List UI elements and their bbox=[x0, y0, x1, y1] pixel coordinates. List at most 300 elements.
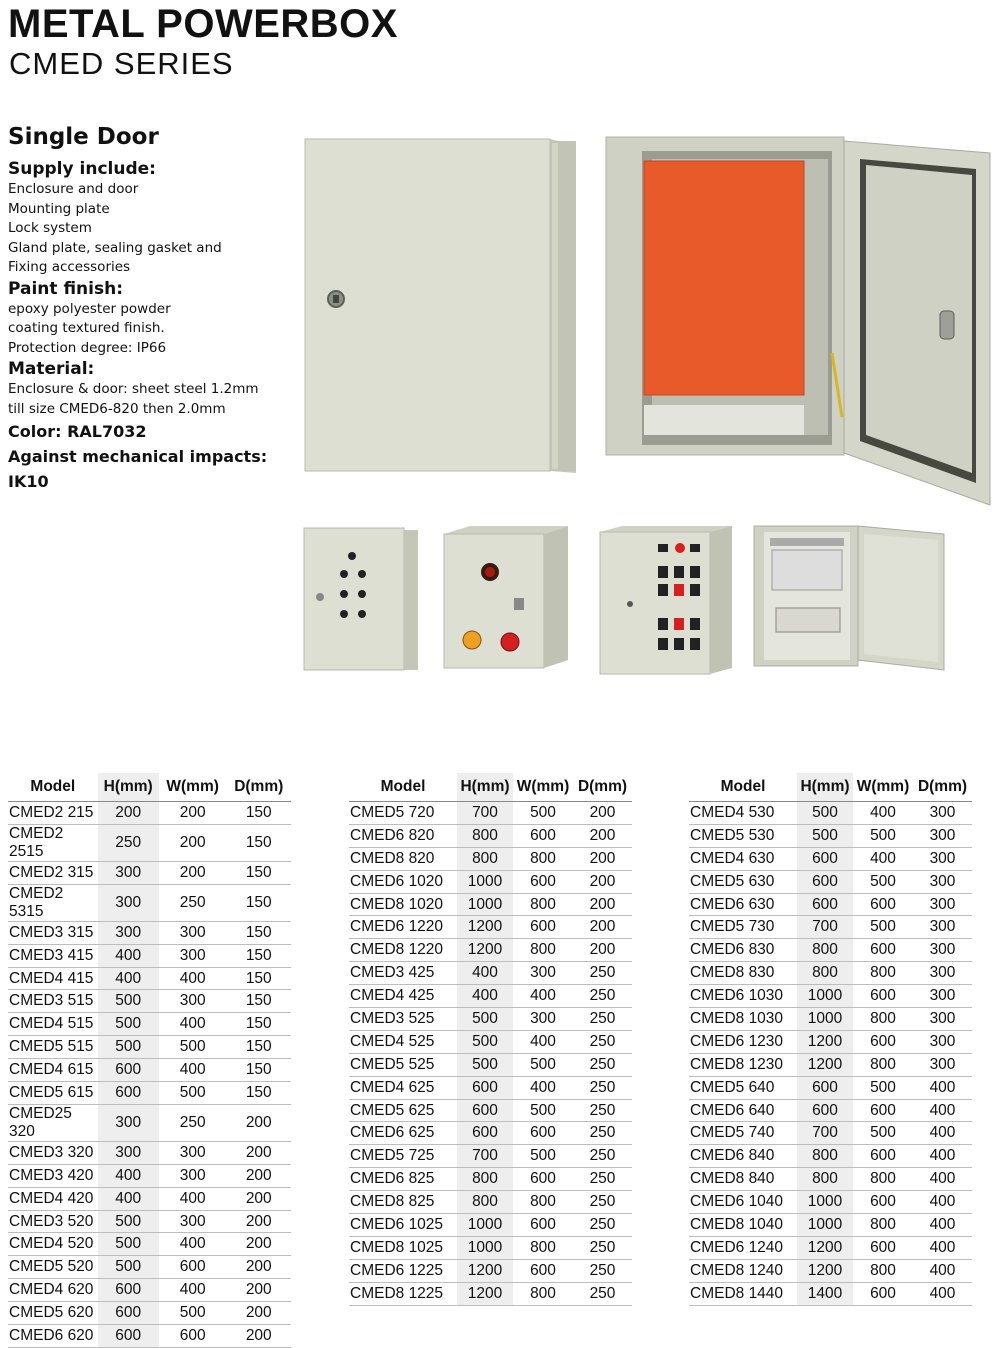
depth-cell: 300 bbox=[913, 824, 972, 847]
model-cell: CMED5 520 bbox=[8, 1256, 98, 1279]
model-cell: CMED4 420 bbox=[8, 1187, 98, 1210]
model-cell: CMED8 1225 bbox=[349, 1282, 457, 1305]
model-cell: CMED5 625 bbox=[349, 1099, 457, 1122]
model-cell: CMED5 725 bbox=[349, 1145, 457, 1168]
table-row bbox=[689, 824, 972, 847]
table-row bbox=[349, 962, 632, 985]
width-cell: 300 bbox=[159, 944, 227, 967]
height-cell: 600 bbox=[457, 1122, 513, 1145]
table-row bbox=[689, 893, 972, 916]
depth-cell: 150 bbox=[227, 921, 291, 944]
col-header-w: W(mm) bbox=[513, 773, 573, 802]
depth-cell: 250 bbox=[573, 1168, 632, 1191]
width-cell: 600 bbox=[513, 824, 573, 847]
height-cell: 200 bbox=[98, 802, 159, 825]
model-cell: CMED4 625 bbox=[349, 1076, 457, 1099]
height-cell: 600 bbox=[797, 847, 853, 870]
height-cell: 600 bbox=[98, 1302, 159, 1325]
height-cell: 500 bbox=[98, 1036, 159, 1059]
table-row bbox=[349, 1053, 632, 1076]
height-cell: 600 bbox=[797, 893, 853, 916]
height-cell: 300 bbox=[98, 884, 159, 921]
model-cell: CMED4 515 bbox=[8, 1013, 98, 1036]
height-cell: 700 bbox=[797, 916, 853, 939]
height-cell: 500 bbox=[98, 1233, 159, 1256]
width-cell: 400 bbox=[159, 1013, 227, 1036]
depth-cell: 150 bbox=[227, 990, 291, 1013]
table-row bbox=[689, 1282, 972, 1305]
model-cell: CMED5 525 bbox=[349, 1053, 457, 1076]
depth-cell: 400 bbox=[913, 1168, 972, 1191]
height-cell: 500 bbox=[98, 1210, 159, 1233]
model-cell: CMED3 425 bbox=[349, 962, 457, 985]
table-row bbox=[349, 1259, 632, 1282]
height-cell: 500 bbox=[98, 1013, 159, 1036]
width-cell: 200 bbox=[159, 824, 227, 861]
width-cell: 800 bbox=[853, 1008, 913, 1031]
width-cell: 600 bbox=[853, 1145, 913, 1168]
table-row bbox=[349, 1122, 632, 1145]
table-row bbox=[689, 1214, 972, 1237]
enclosure-components-image bbox=[752, 524, 948, 674]
depth-cell: 250 bbox=[573, 1145, 632, 1168]
table-row bbox=[349, 1168, 632, 1191]
table-row bbox=[8, 861, 291, 884]
height-cell: 700 bbox=[457, 802, 513, 825]
model-cell: CMED3 320 bbox=[8, 1141, 98, 1164]
depth-cell: 200 bbox=[227, 1187, 291, 1210]
width-cell: 800 bbox=[853, 962, 913, 985]
model-cell: CMED6 1020 bbox=[349, 870, 457, 893]
depth-cell: 250 bbox=[573, 1191, 632, 1214]
model-cell: CMED3 515 bbox=[8, 990, 98, 1013]
table-row bbox=[8, 921, 291, 944]
height-cell: 1000 bbox=[457, 870, 513, 893]
width-cell: 800 bbox=[853, 1053, 913, 1076]
supply-item: Lock system bbox=[8, 220, 92, 236]
width-cell: 400 bbox=[853, 802, 913, 825]
model-cell: CMED6 1230 bbox=[689, 1030, 797, 1053]
model-cell: CMED4 530 bbox=[689, 802, 797, 825]
width-cell: 600 bbox=[853, 1030, 913, 1053]
color-line: Color: RAL7032 bbox=[8, 422, 147, 441]
table-row bbox=[349, 1099, 632, 1122]
width-cell: 400 bbox=[159, 1279, 227, 1302]
width-cell: 600 bbox=[159, 1256, 227, 1279]
model-cell: CMED4 520 bbox=[8, 1233, 98, 1256]
table-row bbox=[349, 1282, 632, 1305]
table-row bbox=[8, 1210, 291, 1233]
table-row bbox=[349, 802, 632, 825]
depth-cell: 150 bbox=[227, 1036, 291, 1059]
depth-cell: 200 bbox=[227, 1210, 291, 1233]
depth-cell: 200 bbox=[573, 847, 632, 870]
model-cell: CMED2 215 bbox=[8, 802, 98, 825]
table-row bbox=[8, 824, 291, 861]
material-item: till size CMED6-820 then 2.0mm bbox=[8, 400, 226, 417]
size-table-1 bbox=[8, 773, 291, 1348]
depth-cell: 200 bbox=[227, 1164, 291, 1187]
height-cell: 1200 bbox=[797, 1236, 853, 1259]
size-table-3 bbox=[689, 773, 972, 1306]
model-cell: CMED8 1020 bbox=[349, 893, 457, 916]
model-cell: CMED4 615 bbox=[8, 1059, 98, 1082]
width-cell: 600 bbox=[513, 870, 573, 893]
depth-cell: 250 bbox=[573, 1099, 632, 1122]
model-cell: CMED5 615 bbox=[8, 1082, 98, 1105]
model-cell: CMED4 415 bbox=[8, 967, 98, 990]
col-header-model: Model bbox=[8, 773, 98, 802]
model-cell: CMED5 630 bbox=[689, 870, 797, 893]
width-cell: 800 bbox=[513, 1282, 573, 1305]
model-cell: CMED8 1040 bbox=[689, 1214, 797, 1237]
table-row bbox=[349, 1030, 632, 1053]
table-row bbox=[8, 1233, 291, 1256]
height-cell: 600 bbox=[98, 1279, 159, 1302]
width-cell: 500 bbox=[853, 870, 913, 893]
table-row bbox=[689, 1008, 972, 1031]
model-cell: CMED4 525 bbox=[349, 1030, 457, 1053]
depth-cell: 150 bbox=[227, 824, 291, 861]
depth-cell: 250 bbox=[573, 1030, 632, 1053]
table-row bbox=[8, 1325, 291, 1348]
model-cell: CMED6 625 bbox=[349, 1122, 457, 1145]
width-cell: 600 bbox=[853, 985, 913, 1008]
depth-cell: 250 bbox=[573, 1076, 632, 1099]
mounting-plate bbox=[644, 161, 804, 395]
table-row bbox=[349, 1145, 632, 1168]
height-cell: 600 bbox=[797, 1076, 853, 1099]
height-cell: 1200 bbox=[797, 1259, 853, 1282]
table-row bbox=[8, 1013, 291, 1036]
model-cell: CMED6 620 bbox=[8, 1325, 98, 1348]
model-cell: CMED5 620 bbox=[8, 1302, 98, 1325]
impact-line: Against mechanical impacts: IK10 bbox=[8, 447, 268, 491]
depth-cell: 300 bbox=[913, 1030, 972, 1053]
depth-cell: 400 bbox=[913, 1214, 972, 1237]
depth-cell: 150 bbox=[227, 1059, 291, 1082]
depth-cell: 200 bbox=[573, 916, 632, 939]
paint-label: Paint finish: bbox=[8, 278, 123, 299]
table-row bbox=[689, 847, 972, 870]
table-row bbox=[349, 1214, 632, 1237]
table-row bbox=[8, 1104, 291, 1141]
height-cell: 600 bbox=[797, 1099, 853, 1122]
table-row bbox=[689, 962, 972, 985]
height-cell: 500 bbox=[457, 1008, 513, 1031]
height-cell: 600 bbox=[98, 1082, 159, 1105]
height-cell: 1000 bbox=[797, 985, 853, 1008]
table-row bbox=[8, 1164, 291, 1187]
depth-cell: 300 bbox=[913, 1008, 972, 1031]
enclosure-lamps-image bbox=[440, 524, 572, 672]
col-header-d: D(mm) bbox=[913, 773, 972, 802]
col-header-model: Model bbox=[689, 773, 797, 802]
material-item: Enclosure & door: sheet steel 1.2mm bbox=[8, 381, 259, 397]
paint-item: epoxy polyester powder bbox=[8, 300, 171, 317]
height-cell: 1200 bbox=[457, 1282, 513, 1305]
table-row bbox=[689, 1122, 972, 1145]
table-row bbox=[689, 1145, 972, 1168]
width-cell: 600 bbox=[853, 1191, 913, 1214]
width-cell: 500 bbox=[513, 1053, 573, 1076]
width-cell: 500 bbox=[159, 1036, 227, 1059]
depth-cell: 200 bbox=[227, 1104, 291, 1141]
model-cell: CMED2 2515 bbox=[8, 824, 98, 861]
model-cell: CMED25 320 bbox=[8, 1104, 98, 1141]
model-cell: CMED4 620 bbox=[8, 1279, 98, 1302]
height-cell: 400 bbox=[457, 962, 513, 985]
model-cell: CMED2 315 bbox=[8, 861, 98, 884]
height-cell: 1000 bbox=[797, 1008, 853, 1031]
depth-cell: 300 bbox=[913, 847, 972, 870]
height-cell: 500 bbox=[457, 1053, 513, 1076]
table-row bbox=[349, 824, 632, 847]
width-cell: 800 bbox=[513, 1191, 573, 1214]
model-cell: CMED8 1240 bbox=[689, 1259, 797, 1282]
table-row bbox=[349, 985, 632, 1008]
table-row bbox=[689, 1030, 972, 1053]
height-cell: 500 bbox=[797, 802, 853, 825]
depth-cell: 400 bbox=[913, 1282, 972, 1305]
col-header-w: W(mm) bbox=[853, 773, 913, 802]
height-cell: 300 bbox=[98, 861, 159, 884]
col-header-w: W(mm) bbox=[159, 773, 227, 802]
model-cell: CMED6 1220 bbox=[349, 916, 457, 939]
depth-cell: 150 bbox=[227, 861, 291, 884]
width-cell: 400 bbox=[159, 1233, 227, 1256]
model-cell: CMED8 1025 bbox=[349, 1236, 457, 1259]
table-row bbox=[689, 1259, 972, 1282]
height-cell: 700 bbox=[457, 1145, 513, 1168]
table-row bbox=[349, 939, 632, 962]
width-cell: 250 bbox=[159, 1104, 227, 1141]
depth-cell: 400 bbox=[913, 1122, 972, 1145]
model-cell: CMED8 830 bbox=[689, 962, 797, 985]
depth-cell: 200 bbox=[573, 893, 632, 916]
page-title: METAL POWERBOX bbox=[8, 2, 398, 46]
depth-cell: 250 bbox=[573, 1008, 632, 1031]
table-row bbox=[689, 916, 972, 939]
model-cell: CMED8 820 bbox=[349, 847, 457, 870]
table-row bbox=[689, 985, 972, 1008]
table-row bbox=[689, 870, 972, 893]
height-cell: 250 bbox=[98, 824, 159, 861]
depth-cell: 200 bbox=[573, 939, 632, 962]
width-cell: 800 bbox=[513, 939, 573, 962]
table-row bbox=[8, 990, 291, 1013]
height-cell: 400 bbox=[457, 985, 513, 1008]
depth-cell: 150 bbox=[227, 884, 291, 921]
table-row bbox=[689, 1168, 972, 1191]
width-cell: 600 bbox=[513, 1259, 573, 1282]
spec-heading: Single Door bbox=[8, 124, 159, 150]
table-row bbox=[8, 802, 291, 825]
model-cell: CMED4 425 bbox=[349, 985, 457, 1008]
table-row bbox=[8, 1141, 291, 1164]
width-cell: 500 bbox=[159, 1302, 227, 1325]
paint-item: Protection degree: IP66 bbox=[8, 339, 167, 356]
height-cell: 300 bbox=[98, 921, 159, 944]
height-cell: 600 bbox=[98, 1059, 159, 1082]
col-header-model: Model bbox=[349, 773, 457, 802]
supply-item: Mounting plate bbox=[8, 200, 110, 217]
width-cell: 300 bbox=[159, 990, 227, 1013]
model-cell: CMED3 420 bbox=[8, 1164, 98, 1187]
height-cell: 300 bbox=[98, 1104, 159, 1141]
width-cell: 800 bbox=[853, 1259, 913, 1282]
width-cell: 300 bbox=[513, 1008, 573, 1031]
height-cell: 1400 bbox=[797, 1282, 853, 1305]
depth-cell: 400 bbox=[913, 1191, 972, 1214]
model-cell: CMED8 1230 bbox=[689, 1053, 797, 1076]
model-cell: CMED6 630 bbox=[689, 893, 797, 916]
table-row bbox=[689, 1191, 972, 1214]
depth-cell: 250 bbox=[573, 1053, 632, 1076]
width-cell: 500 bbox=[513, 1099, 573, 1122]
depth-cell: 150 bbox=[227, 967, 291, 990]
height-cell: 1200 bbox=[797, 1030, 853, 1053]
table-row bbox=[689, 1053, 972, 1076]
depth-cell: 150 bbox=[227, 1082, 291, 1105]
height-cell: 700 bbox=[797, 1122, 853, 1145]
depth-cell: 300 bbox=[913, 985, 972, 1008]
col-header-h: H(mm) bbox=[797, 773, 853, 802]
width-cell: 500 bbox=[853, 1076, 913, 1099]
model-cell: CMED5 720 bbox=[349, 802, 457, 825]
col-header-h: H(mm) bbox=[457, 773, 513, 802]
width-cell: 300 bbox=[159, 1164, 227, 1187]
height-cell: 600 bbox=[797, 870, 853, 893]
height-cell: 300 bbox=[98, 1141, 159, 1164]
depth-cell: 400 bbox=[913, 1145, 972, 1168]
table-row bbox=[349, 1236, 632, 1259]
height-cell: 1200 bbox=[457, 1259, 513, 1282]
width-cell: 200 bbox=[159, 861, 227, 884]
height-cell: 1200 bbox=[457, 939, 513, 962]
height-cell: 400 bbox=[98, 944, 159, 967]
table-row bbox=[8, 1036, 291, 1059]
table-row bbox=[689, 802, 972, 825]
supply-label: Supply include: bbox=[8, 159, 156, 179]
width-cell: 500 bbox=[853, 916, 913, 939]
depth-cell: 300 bbox=[913, 870, 972, 893]
table-row bbox=[8, 1279, 291, 1302]
door-handle-icon bbox=[940, 311, 954, 339]
depth-cell: 300 bbox=[913, 939, 972, 962]
width-cell: 400 bbox=[513, 1030, 573, 1053]
width-cell: 600 bbox=[853, 1236, 913, 1259]
height-cell: 800 bbox=[457, 1191, 513, 1214]
model-cell: CMED6 1040 bbox=[689, 1191, 797, 1214]
depth-cell: 400 bbox=[913, 1099, 972, 1122]
paint-item: coating textured finish. bbox=[8, 320, 165, 336]
model-cell: CMED3 525 bbox=[349, 1008, 457, 1031]
depth-cell: 400 bbox=[913, 1076, 972, 1099]
width-cell: 600 bbox=[853, 1282, 913, 1305]
depth-cell: 200 bbox=[227, 1141, 291, 1164]
width-cell: 500 bbox=[853, 1122, 913, 1145]
material-label: Material: bbox=[8, 359, 95, 379]
model-cell: CMED6 1030 bbox=[689, 985, 797, 1008]
depth-cell: 250 bbox=[573, 1282, 632, 1305]
spec-block bbox=[8, 122, 308, 494]
depth-cell: 200 bbox=[227, 1233, 291, 1256]
col-header-h: H(mm) bbox=[98, 773, 159, 802]
height-cell: 1000 bbox=[457, 1214, 513, 1237]
width-cell: 600 bbox=[853, 1099, 913, 1122]
width-cell: 500 bbox=[853, 824, 913, 847]
model-cell: CMED5 530 bbox=[689, 824, 797, 847]
model-cell: CMED6 840 bbox=[689, 1145, 797, 1168]
depth-cell: 150 bbox=[227, 1013, 291, 1036]
model-cell: CMED3 520 bbox=[8, 1210, 98, 1233]
open-enclosure-image bbox=[604, 135, 996, 510]
width-cell: 600 bbox=[513, 1214, 573, 1237]
model-cell: CMED2 5315 bbox=[8, 884, 98, 921]
height-cell: 800 bbox=[457, 824, 513, 847]
model-cell: CMED8 1440 bbox=[689, 1282, 797, 1305]
size-table-2 bbox=[349, 773, 632, 1306]
enclosure-holes-image bbox=[300, 522, 422, 674]
height-cell: 600 bbox=[457, 1099, 513, 1122]
col-header-d: D(mm) bbox=[227, 773, 291, 802]
width-cell: 600 bbox=[513, 1122, 573, 1145]
depth-cell: 200 bbox=[573, 870, 632, 893]
depth-cell: 200 bbox=[227, 1302, 291, 1325]
depth-cell: 250 bbox=[573, 1122, 632, 1145]
height-cell: 1200 bbox=[797, 1053, 853, 1076]
table-row bbox=[8, 1082, 291, 1105]
width-cell: 800 bbox=[853, 1214, 913, 1237]
height-cell: 800 bbox=[457, 1168, 513, 1191]
width-cell: 300 bbox=[159, 921, 227, 944]
depth-cell: 250 bbox=[573, 1236, 632, 1259]
width-cell: 500 bbox=[513, 1145, 573, 1168]
depth-cell: 300 bbox=[913, 916, 972, 939]
enclosure-switches-image bbox=[596, 524, 736, 676]
page-subtitle: CMED SERIES bbox=[9, 46, 234, 81]
height-cell: 600 bbox=[457, 1076, 513, 1099]
width-cell: 400 bbox=[513, 985, 573, 1008]
model-cell: CMED8 1220 bbox=[349, 939, 457, 962]
model-cell: CMED6 820 bbox=[349, 824, 457, 847]
width-cell: 800 bbox=[513, 1236, 573, 1259]
model-cell: CMED6 1225 bbox=[349, 1259, 457, 1282]
height-cell: 1000 bbox=[797, 1214, 853, 1237]
width-cell: 600 bbox=[853, 939, 913, 962]
width-cell: 300 bbox=[159, 1210, 227, 1233]
model-cell: CMED6 1240 bbox=[689, 1236, 797, 1259]
table-row bbox=[689, 1099, 972, 1122]
model-cell: CMED5 515 bbox=[8, 1036, 98, 1059]
height-cell: 1000 bbox=[797, 1191, 853, 1214]
depth-cell: 150 bbox=[227, 802, 291, 825]
supply-item: Enclosure and door bbox=[8, 181, 139, 197]
depth-cell: 400 bbox=[913, 1259, 972, 1282]
width-cell: 800 bbox=[513, 847, 573, 870]
table-row bbox=[8, 967, 291, 990]
model-cell: CMED3 415 bbox=[8, 944, 98, 967]
table-row bbox=[8, 1302, 291, 1325]
height-cell: 400 bbox=[98, 967, 159, 990]
depth-cell: 200 bbox=[573, 802, 632, 825]
height-cell: 800 bbox=[457, 847, 513, 870]
depth-cell: 150 bbox=[227, 944, 291, 967]
model-cell: CMED4 630 bbox=[689, 847, 797, 870]
depth-cell: 250 bbox=[573, 1259, 632, 1282]
supply-item: Gland plate, sealing gasket and bbox=[8, 239, 222, 256]
